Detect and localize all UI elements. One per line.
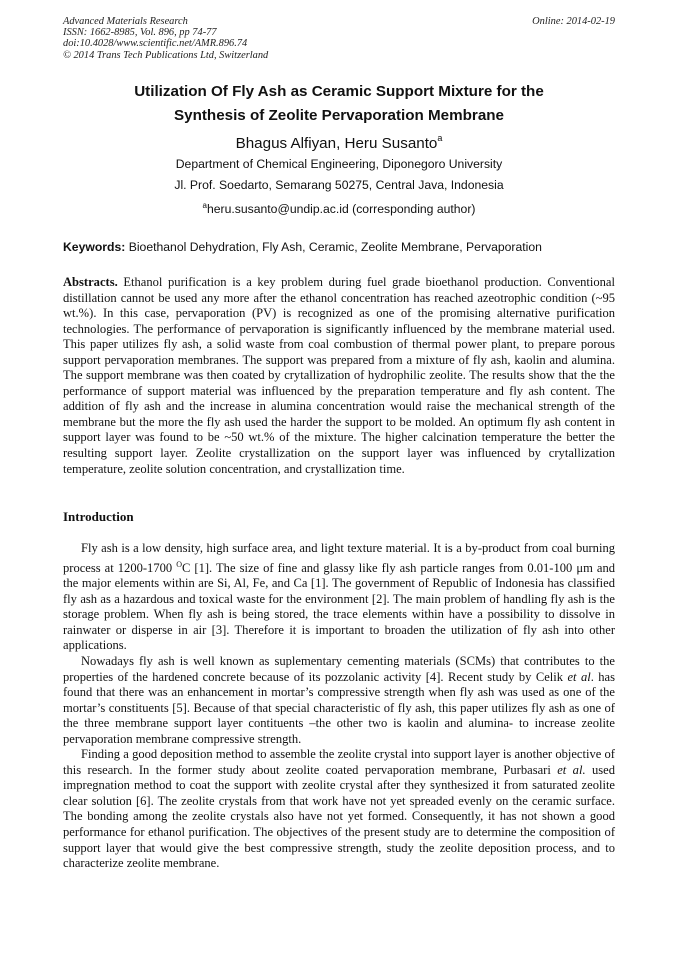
journal-header bbox=[63, 16, 268, 61]
p1-degree-sup: O bbox=[176, 559, 182, 569]
p2-italic: et al bbox=[567, 669, 591, 684]
abstract-text: Ethanol purification is a key problem during fuel grade bioethanol production. Conventional distillation cannot be used any more after the ethanol concentration has reached azeotrophic condition (~95 wt.%). In this case, pervaporation (PV) is recognized as one of the promising alternative purification technologies. The performance of pervaporation is significantly influenced by the membrane material used. This paper utilizes fly ash, a solid waste from coal combustion of thermal power plant, to prepare porous support pervaporation membranes. The support was prepared from a mixture of fly ash, kaolin and alumina. The support membrane was then coated by crytallization of hydrophilic zeolite. The results show that the the performance of support material was influenced by the preparation temperature and fly ash content. The addition of fly ash and the increase in alumina concentration would raise the mechanical strength of the membrane but the more the fly ash used the harder the support to be molded. An optimum fly ash content in support layer was found to be ~50 wt.% of the mixture. The higher calcination temperature the better the resulting support layer. Zeolite crystallization on the support layer was influenced by crytallization temperature, zeolite solution concentration, and crystallization time. bbox=[63, 275, 615, 476]
p2-text-b: . has found that there was an enhancement in mortar’s compressive strength when fly ash was used as one of the mortar’s constituents [5]. Because of that special characteristic of fly ash, this paper utilizes fly ash as one of the three membrane support layer contituents –the other two is kaolin and alumina- to increase zeolite pervaporation membrane compressive strength. bbox=[63, 669, 616, 746]
author-mark: a bbox=[437, 133, 443, 143]
title-line-1: Utilization Of Fly Ash as Ceramic Support Mixture for the bbox=[134, 83, 544, 100]
author-names: Bhagus Alfiyan, Heru Susanto bbox=[235, 135, 438, 153]
online-date: Online: 2014-02-19 bbox=[532, 16, 615, 27]
p1-text-b: C [1]. The size of fine and glassy like fly ash particle ranges from 0.01-100 μm and the major elements within are Si, Al, Fe, and Ca [1]. The government of Republic of Indonesia has classified fly ash as a hazardous and toxical waste for the environment [2]. The main problem of handling fly ash is the storage problem. When fly ash is being stored, the trace elements within have a possibility to dissolve in rainwater or disperse in air [3]. Therefore it is important to broaden the utilization of fly ash into other applications. bbox=[63, 560, 615, 653]
journal-copyright: © 2014 Trans Tech Publications Ltd, Switzerland bbox=[63, 49, 269, 61]
introduction-heading: Introduction bbox=[63, 509, 134, 524]
affiliation-department: Department of Chemical Engineering, Diponegoro University bbox=[175, 157, 503, 171]
p2-text-a: Nowadays fly ash is well known as suplementary cementing materials (SCMs) that contributes to the properties of the hardened concrete because of its pozzolanic activity [4]. Recent study by Celik bbox=[63, 654, 615, 684]
abstract bbox=[63, 275, 615, 477]
paragraph-1 bbox=[63, 541, 615, 654]
keywords bbox=[63, 239, 615, 255]
p1-text-a: Fly ash is a low density, high surface area, and light texture material. It is a by-product from coal burning process at 1200-1700 bbox=[63, 541, 615, 575]
journal-doi: doi:10.4028/www.scientific.net/AMR.896.74 bbox=[63, 38, 248, 50]
affiliation-address: Jl. Prof. Soedarto, Semarang 50275, Central Java, Indonesia bbox=[174, 178, 504, 192]
p3-italic: et al. bbox=[557, 762, 586, 777]
affiliation-email bbox=[63, 198, 615, 217]
keywords-label: Keywords: bbox=[63, 240, 126, 254]
journal-name: Advanced Materials Research bbox=[63, 16, 188, 27]
introduction-body bbox=[63, 541, 615, 872]
paragraph-3 bbox=[63, 747, 615, 871]
journal-issn: ISSN: 1662-8985, Vol. 896, pp 74-77 bbox=[63, 27, 217, 39]
email-mark: a bbox=[202, 201, 207, 210]
keywords-text: Bioethanol Dehydration, Fly Ash, Ceramic, Zeolite Membrane, Pervaporation bbox=[128, 240, 542, 254]
p3-text-b: used impregnation method to coat the support with zeolite crystal after they synthesized it from saturated zeolite clear solution [6]. The zeolite crystals from that work have not yet spreaded evenly on the ceramic surface. The bonding among the zeolite crystals also have not yet formed. Consequently, it has not shown a good performance for ethanol purification. The objectives of the present study are to determine the composition of support layer that would give the best compressive strength, study the zeolite deposition process, and to characterize zeolite membrane. bbox=[63, 762, 615, 871]
title-line-2: Synthesis of Zeolite Pervaporation Membrane bbox=[174, 107, 504, 124]
p3-text-a: Finding a good deposition method to assemble the zeolite crystal into support layer is another objective of this research. In the former study about zeolite coated pervaporation membrane, Purbasari bbox=[63, 747, 615, 777]
email-text: heru.susanto@undip.ac.id (corresponding author) bbox=[206, 202, 476, 217]
paragraph-2 bbox=[63, 654, 615, 747]
abstract-label: Abstracts. bbox=[63, 275, 118, 289]
paper-title bbox=[63, 80, 615, 128]
author-list bbox=[63, 129, 615, 154]
